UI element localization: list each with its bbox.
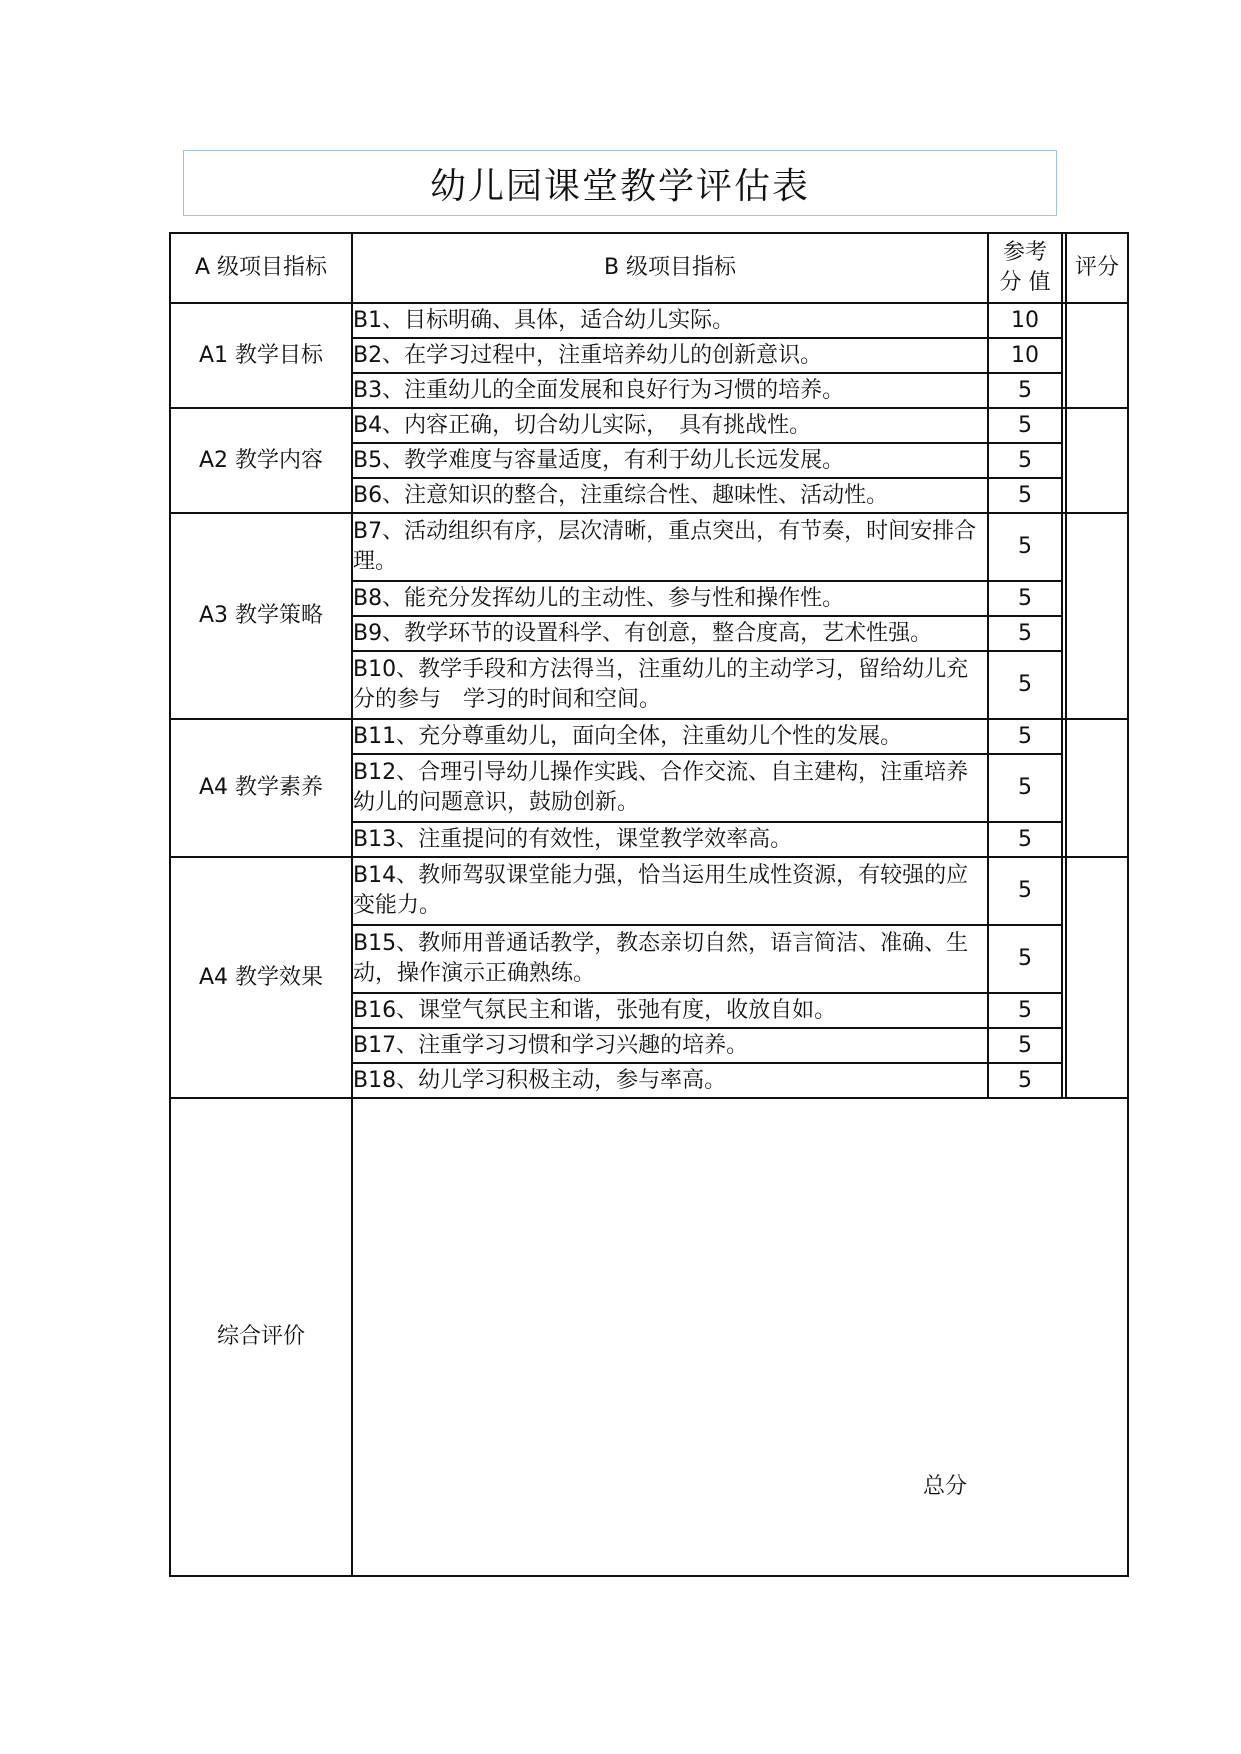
b-level-cell: B12、合理引导幼儿操作实践、合作交流、自主建构，注重培养幼儿的问题意识，鼓励创新。	[352, 754, 988, 822]
header-a-level: A 级项目指标	[170, 233, 352, 303]
ref-score-cell: 5	[988, 651, 1062, 719]
page-title: 幼儿园课堂教学评估表	[183, 150, 1057, 216]
b-level-cell: B6、注意知识的整合，注重综合性、趣味性、活动性。	[352, 478, 988, 513]
a-level-cell: A3 教学策略	[170, 513, 352, 719]
score-input-cell[interactable]	[1066, 408, 1128, 513]
ref-score-cell: 5	[988, 408, 1062, 443]
header-ref-line1: 参考	[1002, 240, 1047, 265]
table-row	[170, 857, 1128, 925]
ref-score-cell: 5	[988, 754, 1062, 822]
table-row	[170, 408, 1128, 443]
score-input-cell[interactable]	[1066, 857, 1128, 1098]
b-level-cell: B5、教学难度与容量适度，有利于幼儿长远发展。	[352, 443, 988, 478]
table-row	[170, 303, 1128, 338]
b-level-cell: B15、教师用普通话教学，教态亲切自然，语言简洁、准确、生动，操作演示正确熟练。	[352, 925, 988, 993]
ref-score-cell: 5	[988, 443, 1062, 478]
b-level-cell: B13、注重提问的有效性，课堂教学效率高。	[352, 822, 988, 857]
b-level-cell: B18、幼儿学习积极主动，参与率高。	[352, 1063, 988, 1098]
ref-score-cell: 5	[988, 1063, 1062, 1098]
header-ref-line2: 分 值	[999, 270, 1051, 295]
b-level-cell: B4、内容正确，切合幼儿实际， 具有挑战性。	[352, 408, 988, 443]
ref-score-cell: 5	[988, 822, 1062, 857]
a-level-cell: A4 教学效果	[170, 857, 352, 1098]
b-level-cell: B1、目标明确、具体，适合幼儿实际。	[352, 303, 988, 338]
header-score: 评分	[1066, 233, 1128, 303]
ref-score-cell: 5	[988, 925, 1062, 993]
a-level-cell: A2 教学内容	[170, 408, 352, 513]
b-level-cell: B11、充分尊重幼儿，面向全体，注重幼儿个性的发展。	[352, 719, 988, 754]
a-level-cell: A1 教学目标	[170, 303, 352, 408]
ref-score-cell: 5	[988, 857, 1062, 925]
ref-score-cell: 5	[988, 719, 1062, 754]
b-level-cell: B9、教学环节的设置科学、有创意，整合度高，艺术性强。	[352, 616, 988, 651]
ref-score-cell: 5	[988, 616, 1062, 651]
score-input-cell[interactable]	[1066, 513, 1128, 719]
ref-score-cell: 5	[988, 513, 1062, 581]
summary-comment-area[interactable]	[352, 1098, 1128, 1576]
b-level-cell: B8、能充分发挥幼儿的主动性、参与性和操作性。	[352, 581, 988, 616]
header-row	[170, 233, 1128, 303]
ref-score-cell: 5	[988, 1028, 1062, 1063]
b-level-cell: B2、在学习过程中，注重培养幼儿的创新意识。	[352, 338, 988, 373]
score-input-cell[interactable]	[1066, 303, 1128, 408]
b-level-cell: B17、注重学习习惯和学习兴趣的培养。	[352, 1028, 988, 1063]
b-level-cell: B3、注重幼儿的全面发展和良好行为习惯的培养。	[352, 373, 988, 408]
b-level-cell: B16、课堂气氛民主和谐，张弛有度，收放自如。	[352, 993, 988, 1028]
score-input-cell[interactable]	[1066, 719, 1128, 857]
ref-score-cell: 10	[988, 303, 1062, 338]
summary-label: 综合评价	[170, 1098, 352, 1576]
b-level-cell: B10、教学手段和方法得当，注重幼儿的主动学习，留给幼儿充分的参与 学习的时间和空间。	[352, 651, 988, 719]
ref-score-cell: 5	[988, 993, 1062, 1028]
b-level-cell: B14、教师驾驭课堂能力强，恰当运用生成性资源，有较强的应变能力。	[352, 857, 988, 925]
table-row	[170, 719, 1128, 754]
evaluation-table	[169, 232, 1129, 1577]
ref-score-cell: 5	[988, 373, 1062, 408]
table-row	[170, 513, 1128, 581]
a-level-cell: A4 教学素养	[170, 719, 352, 857]
header-reference-score	[988, 233, 1062, 303]
summary-row	[170, 1098, 1128, 1576]
header-b-level: B 级项目指标	[352, 233, 988, 303]
total-score-label: 总分	[923, 1474, 968, 1499]
ref-score-cell: 5	[988, 478, 1062, 513]
ref-score-cell: 10	[988, 338, 1062, 373]
ref-score-cell: 5	[988, 581, 1062, 616]
b-level-cell: B7、活动组织有序，层次清晰，重点突出，有节奏，时间安排合理。	[352, 513, 988, 581]
